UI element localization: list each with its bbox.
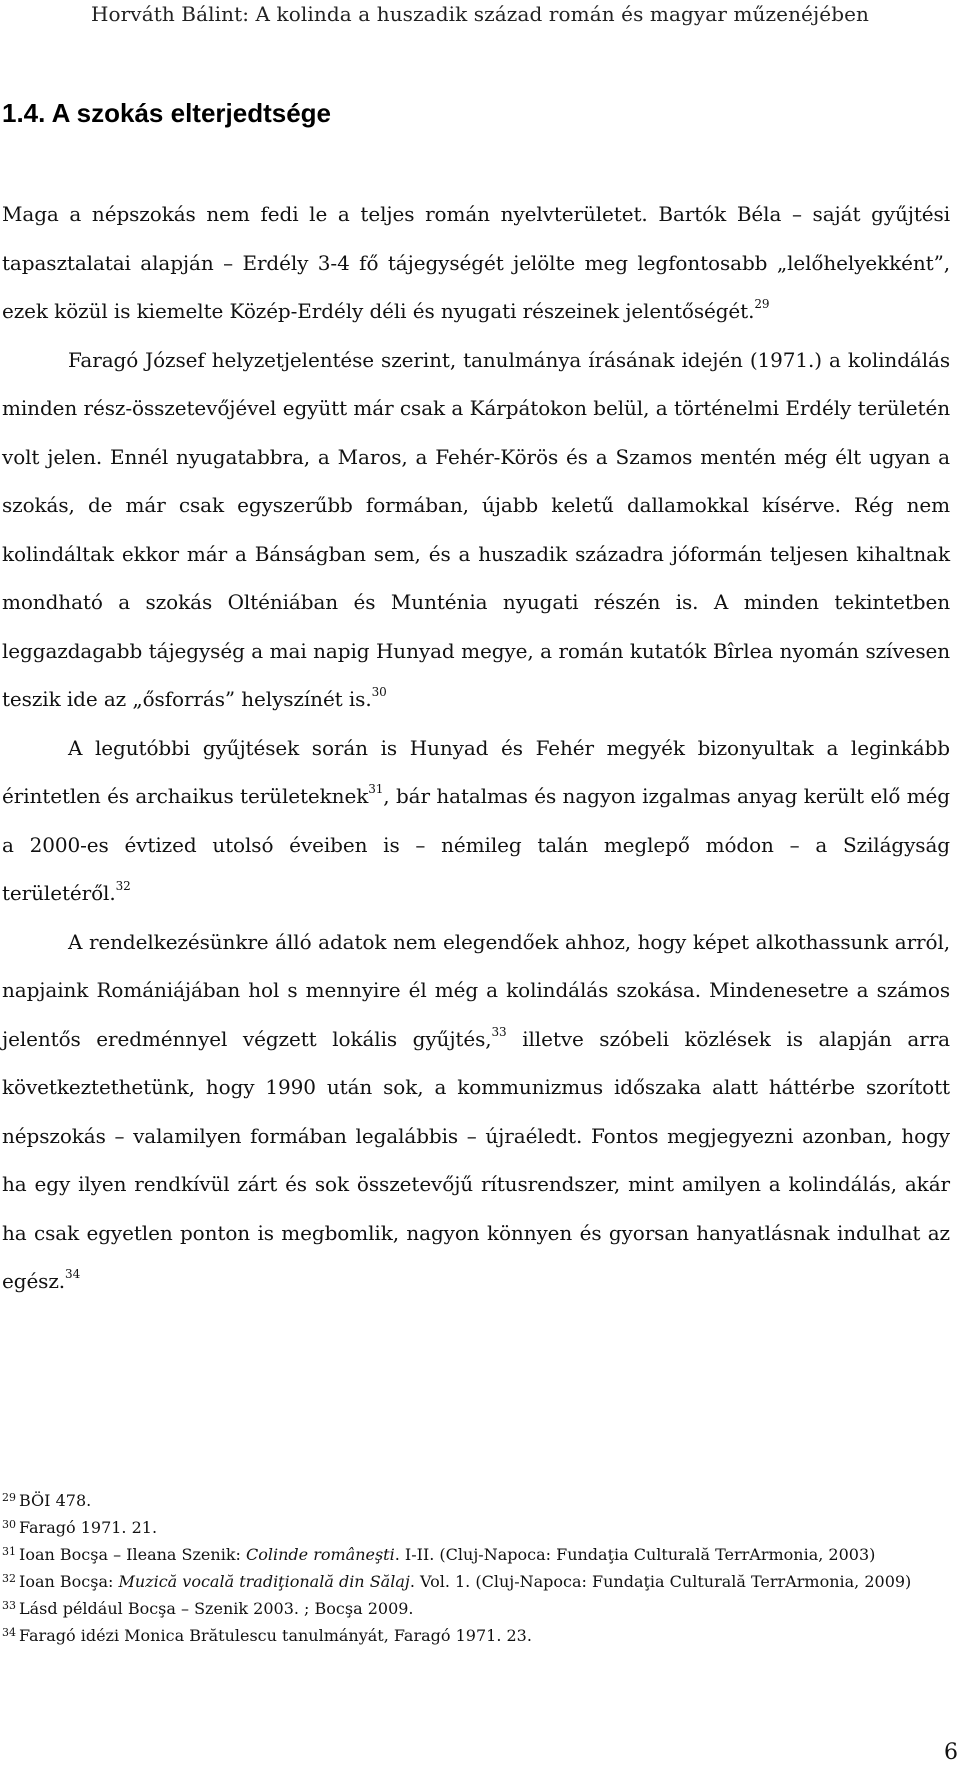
footnote-32 <box>2 1567 952 1594</box>
footnote-book-title: Muzică vocală tradiţională din Sălaj <box>118 1572 410 1591</box>
footnote-ref-30[interactable]: 30 <box>371 685 387 699</box>
footnotes <box>2 1486 952 1648</box>
paragraph-3 <box>2 724 950 918</box>
footnote-33 <box>2 1594 952 1621</box>
footnote-text: Lásd például Bocşa – Szenik 2003. ; Bocşa 2009. <box>19 1599 414 1618</box>
footnote-ref-31[interactable]: 31 <box>368 782 384 796</box>
footnote-number: 29 <box>2 1491 16 1504</box>
paragraph-2 <box>2 336 950 724</box>
paragraph-3-text-b: , bár hatalmas és nagyon izgalmas anyag került elő még a 2000-es évtized utolsó éveiben is – némileg talán meglepő módon – a Szilágyság területéről. <box>2 784 951 905</box>
footnote-text: BÖI 478. <box>19 1491 92 1510</box>
paragraph-4 <box>2 918 950 1306</box>
footnote-text: Faragó 1971. 21. <box>19 1518 158 1537</box>
footnote-text-post: . Vol. 1. (Cluj-Napoca: Fundaţia Culturală TerrArmonia, 2009) <box>409 1572 912 1591</box>
footnote-text: Faragó idézi Monica Brătulescu tanulmányát, Faragó 1971. 23. <box>19 1626 532 1645</box>
footnote-ref-32[interactable]: 32 <box>115 879 131 893</box>
footnote-text-pre: Ioan Bocşa: <box>19 1572 119 1591</box>
footnote-ref-29[interactable]: 29 <box>754 297 770 311</box>
body-text <box>2 190 950 1306</box>
footnote-number: 33 <box>2 1599 16 1612</box>
footnote-text-post: . I-II. (Cluj-Napoca: Fundaţia Culturală TerrArmonia, 2003) <box>394 1545 876 1564</box>
footnote-31 <box>2 1540 952 1567</box>
footnote-ref-33[interactable]: 33 <box>491 1024 507 1039</box>
paragraph-4-text-b: illetve szóbeli közlések is alapján arra következtethetünk, hogy 1990 után sok, a kommunizmus időszaka alatt háttérbe szorított népszokás – valamilyen formában legalábbis – újraéledt. Fontos megjegyezni azonban, hogy ha egy ilyen rendkívül zárt és sok összetevőjű rítusrendszer, mint amilyen a kolindálás, akár ha csak egyetlen ponton is megbomlik, nagyon könnyen és gyorsan hanyatlásnak indulhat az egész. <box>2 1026 950 1293</box>
footnote-29 <box>2 1486 952 1513</box>
paragraph-1-text: Maga a népszokás nem fedi le a teljes román nyelvterületet. Bartók Béla – saját gyűjtési tapasztalatai alapján – Erdély 3-4 fő tájegységét jelölte meg legfontosabb „lelőhelyekként”, ezek közül is kiemelte Közép-Erdély déli és nyugati részeinek jelentőségét. <box>2 202 950 323</box>
paragraph-2-text: Faragó József helyzetjelentése szerint, tanulmánya írásának idején (1971.) a kolindálás minden rész-összetevőjével együtt már csak a Kárpátokon belül, a történelmi Erdély területén volt jelen. Ennél nyugatabbra, a Maros, a Fehér-Körös és a Szamos mentén még élt ugyan a szokás, de már csak egyszerűbb formában, újabb keletű dallamokkal kísérve. Rég nem kolindáltak ekkor már a Bánságban sem, és a huszadik századra jóformán teljesen kihaltnak mondható a szokás Olténiában és Munténia nyugati részén is. A minden tekintetben leggazdagabb tájegység a mai napig Hunyad megye, a román kutatók Bîrlea nyomán szívesen teszik ide az „ősforrás” helyszínét is. <box>2 347 950 711</box>
footnote-text-pre: Ioan Bocşa – Ileana Szenik: <box>19 1545 246 1564</box>
paragraph-4-text-a: A rendelkezésünkre álló adatok nem elegendőek ahhoz, hogy képet alkothassunk arról, napjaink Romániájában hol s mennyire él még a kolindálás szokása. Mindenesetre a számos jelentős eredménnyel végzett lokális gyűjtés, <box>2 929 950 1051</box>
paragraph-1 <box>2 190 950 336</box>
footnote-ref-34[interactable]: 34 <box>65 1267 81 1281</box>
running-header: Horváth Bálint: A kolinda a huszadik század román és magyar műzenéjében <box>90 2 870 26</box>
footnote-34 <box>2 1621 952 1648</box>
footnote-30 <box>2 1513 952 1540</box>
section-title: 1.4. A szokás elterjedtsége <box>2 98 332 128</box>
page-number: 6 <box>944 1740 958 1765</box>
footnote-number: 30 <box>2 1518 16 1531</box>
footnote-number: 31 <box>2 1545 16 1558</box>
footnote-book-title: Colinde româneşti <box>245 1545 395 1564</box>
paragraph-3-text-a: A legutóbbi gyűjtések során is Hunyad és Fehér megyék bizonyultak a leginkább érintetlen és archaikus területeknek <box>2 735 950 808</box>
footnote-number: 32 <box>2 1572 16 1585</box>
footnote-number: 34 <box>2 1626 16 1639</box>
